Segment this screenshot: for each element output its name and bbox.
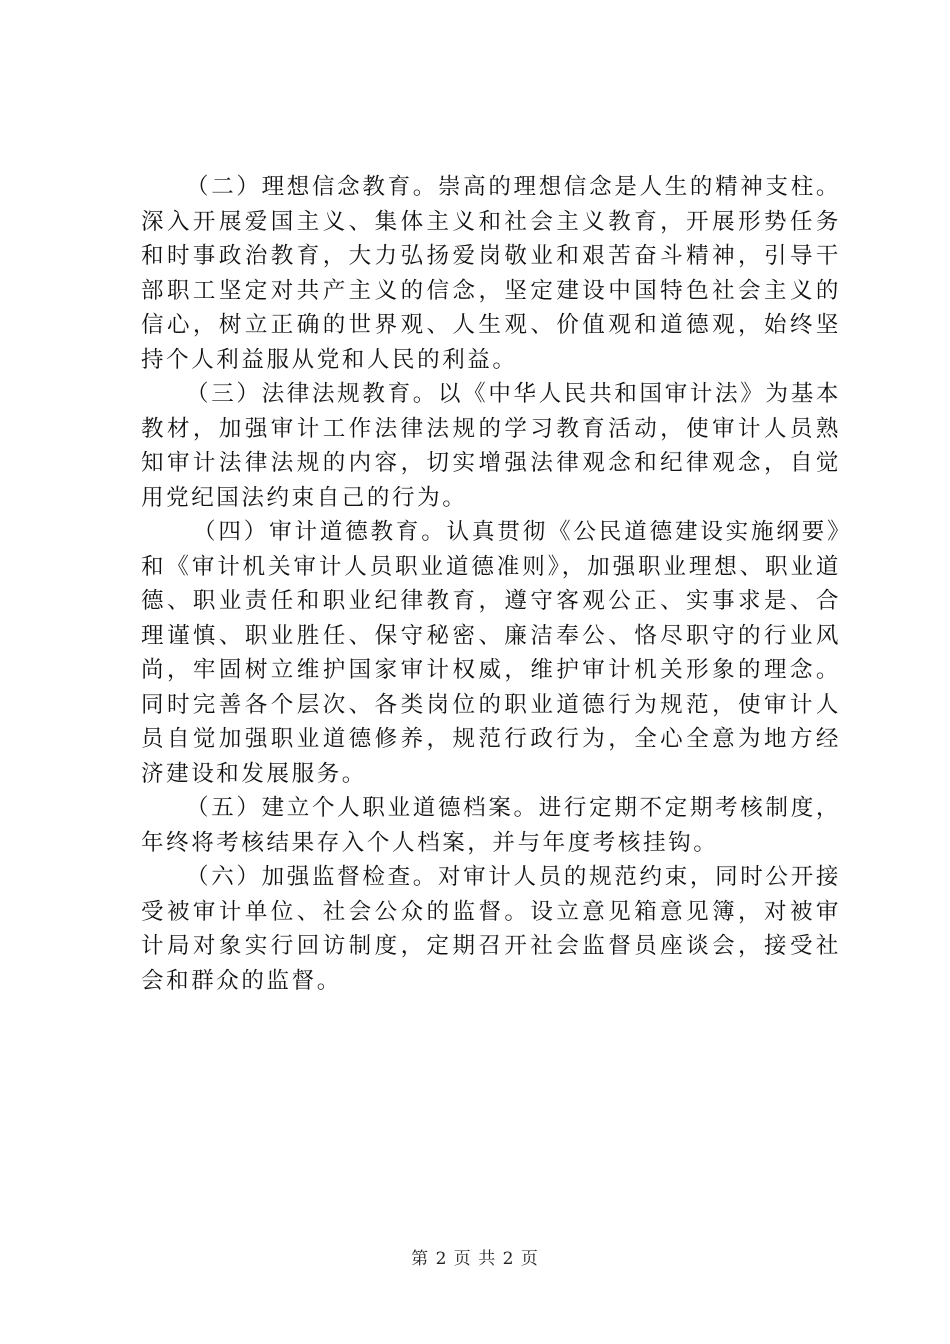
- page-footer: 第 2 页 共 2 页: [411, 1249, 539, 1269]
- paragraph-supervision: （六）加强监督检查。对审计人员的规范约束，同时公开接受被审计单位、社会公众的监督。设立意见箱意见簿，对被审计局对象实行回访制度，定期召开社会监督员座谈会，接受社会和群众的监督。: [141, 864, 841, 994]
- paragraph-audit-ethics-education: （四）审计道德教育。认真贯彻《公民道德建设实施纲要》和《审计机关审计人员职业道德准则》，加强职业理想、职业道德、职业责任和职业纪律教育，遵守客观公正、实事求是、合理谨慎、职业胜任、保守秘密、廉洁奉公、恪尽职守的行业风尚，牢固树立维护国家审计权威，维护审计机关形象的理念。同时完善各个层次、各类岗位的职业道德行为规范，使审计人员自觉加强职业道德修养，规范行政行为，全心全意为地方经济建设和发展服务。: [141, 519, 841, 787]
- paragraph-ethics-archive: （五）建立个人职业道德档案。进行定期不定期考核制度，年终将考核结果存入个人档案，并与年度考核挂钩。: [141, 795, 841, 856]
- document-body: [141, 170, 841, 998]
- paragraph-law-education: （三）法律法规教育。以《中华人民共和国审计法》为基本教材，加强审计工作法律法规的学习教育活动，使审计人员熟知审计法律法规的内容，切实增强法律观念和纪律观念，自觉用党纪国法约束自己的行为。: [141, 381, 841, 511]
- paragraph-ideals-education: （二）理想信念教育。崇高的理想信念是人生的精神支柱。深入开展爱国主义、集体主义和社会主义教育，开展形势任务和时事政治教育，大力弘扬爱岗敬业和艰苦奋斗精神，引导干部职工坚定对共产主义的信念，坚定建设中国特色社会主义的信心，树立正确的世界观、人生观、价值观和道德观，始终坚持个人利益服从党和人民的利益。: [141, 174, 841, 373]
